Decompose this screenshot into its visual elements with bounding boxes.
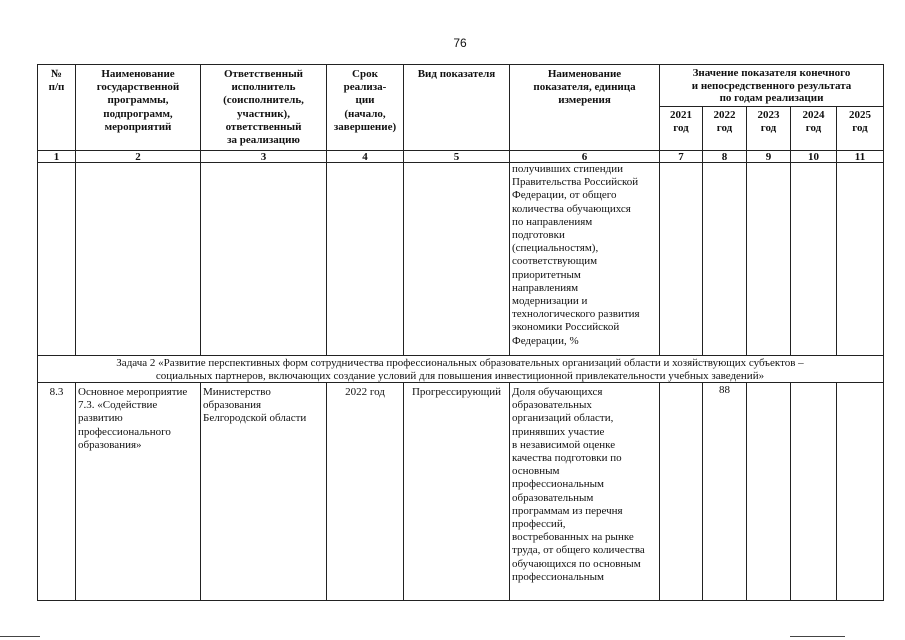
column-number-1: 1	[53, 151, 60, 163]
column-number-2: 2	[135, 151, 141, 163]
table-border-left	[37, 64, 38, 601]
values-group-divider	[659, 106, 883, 107]
table-border-bottom	[37, 600, 883, 601]
row-indicator-text: Доля обучающихся образовательных организаций области, принявших участие в независимой оценке качества подготовки по основным профессиональным образовательным программам из перечня профессий, востребованных на рынке труда, от общего количества обучающихся по основным профессиональным	[512, 386, 645, 583]
header-indicator-name: Наименование показателя, единица измерения	[533, 68, 636, 107]
header-year-2021: 2021 год	[670, 109, 692, 135]
column-number-4: 4	[362, 151, 368, 163]
header-year-2024: 2024 год	[802, 109, 825, 135]
col-line-10	[790, 106, 791, 355]
header-indicator-type: Вид показателя	[417, 68, 496, 80]
col-line-5	[403, 64, 404, 355]
col-line-10b	[790, 382, 791, 600]
col-line-3b	[200, 382, 201, 600]
col-line-8	[702, 106, 703, 355]
header-values-group: Значение показателя конечного и непосредственного результата по годам реализации	[691, 67, 852, 104]
col-line-8b	[702, 382, 703, 600]
header-executor: Ответственный исполнитель (соисполнитель, участник), ответственный за реализацию	[223, 68, 304, 147]
col-line-5b	[403, 382, 404, 600]
task-2-heading: Задача 2 «Развитие перспективных форм сотрудничества профессиональных образовательных организаций области и хозяйствующих субъектов – социальных партнеров, включающих создание условий для повышения инвестиционной привлекательности учебных заведений»	[116, 357, 804, 382]
col-line-2b	[75, 382, 76, 600]
table-border-right	[883, 64, 884, 601]
page-number: 76	[453, 36, 467, 50]
col-line-7b	[659, 382, 660, 600]
task-row-top-line	[37, 355, 883, 356]
row-executor: Министерство образования Белгородской области	[203, 386, 307, 425]
col-line-4b	[326, 382, 327, 600]
row-number: 8.3	[49, 386, 64, 398]
column-number-7: 7	[678, 151, 684, 163]
column-number-11: 11	[854, 151, 866, 163]
column-number-3: 3	[260, 151, 267, 163]
row-measure-name: Основное мероприятие 7.3. «Содействие развитию профессионального образования»	[78, 386, 188, 451]
col-line-11	[836, 106, 837, 355]
scan-mark	[790, 636, 845, 637]
header-term: Срок реализа- ции (начало, завершение)	[333, 68, 397, 133]
header-program-name: Наименование государственной программы, подпрограмм, мероприятий	[96, 68, 180, 133]
row-indicator-type: Прогрессирующий	[411, 386, 502, 398]
header-year-2023: 2023 год	[757, 109, 780, 135]
task-row-bottom-line	[37, 382, 883, 383]
col-line-11b	[836, 382, 837, 600]
column-number-6: 6	[581, 151, 588, 163]
column-number-10: 10	[808, 151, 819, 163]
header-year-2022: 2022 год	[713, 109, 736, 135]
col-line-9	[746, 106, 747, 355]
header-year-2025: 2025 год	[849, 109, 871, 135]
column-number-5: 5	[453, 151, 460, 163]
scan-mark	[0, 636, 40, 637]
row-value-2022: 88	[719, 384, 730, 396]
col-line-6	[509, 64, 510, 355]
column-number-9: 9	[765, 151, 772, 163]
column-number-8: 8	[721, 151, 728, 163]
col-line-9b	[746, 382, 747, 600]
col-line-7	[659, 64, 660, 355]
row-term: 2022 год	[345, 386, 385, 398]
header-number: № п/п	[48, 68, 65, 94]
col-line-6b	[509, 382, 510, 600]
table-border-top	[37, 64, 883, 65]
continuation-indicator-text: получивших стипендии Правительства Российской Федерации, от общего количества обучающихся по направлениям подготовки (специальностям), соответствующим приоритетным направлениям модернизации и технологического развития экономики Российской Федерации, %	[512, 163, 640, 347]
